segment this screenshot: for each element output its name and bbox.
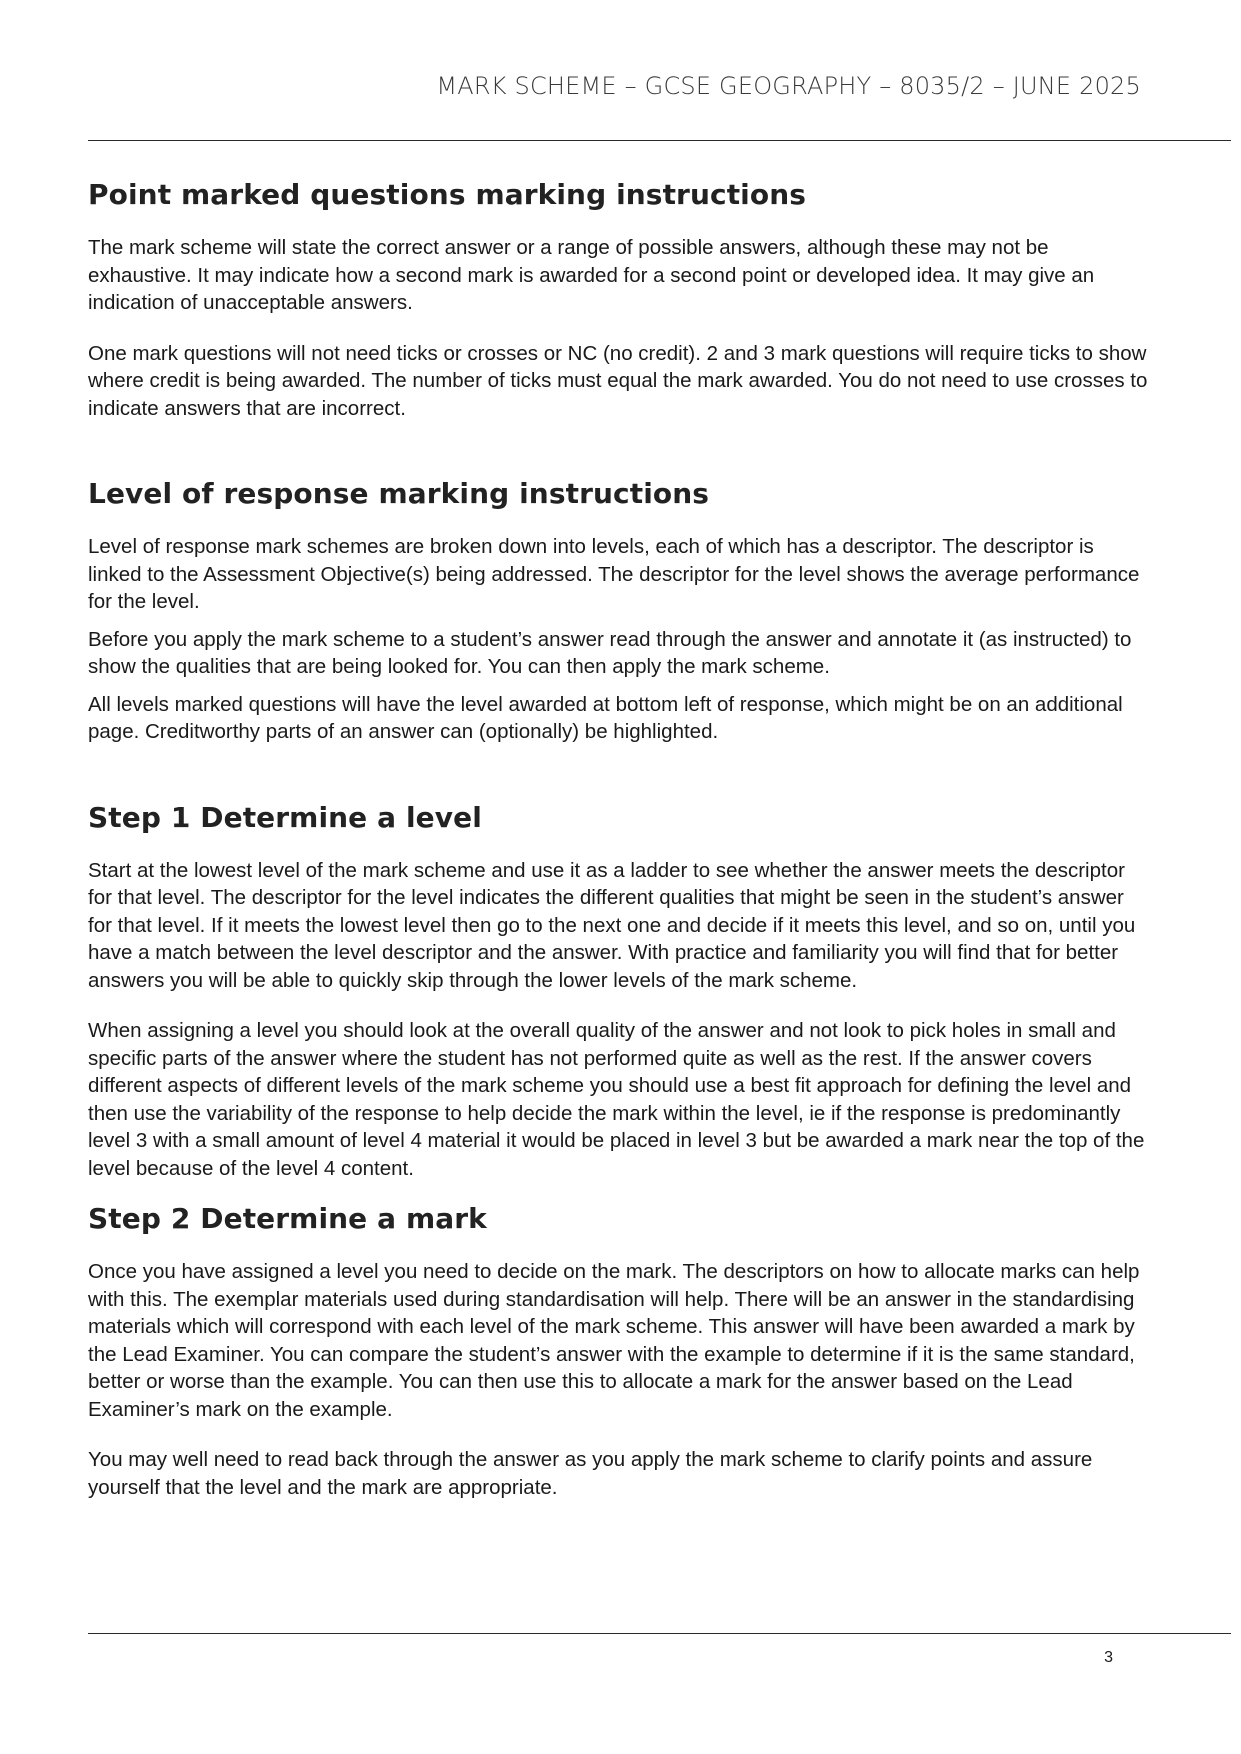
section-heading: Point marked questions marking instructions <box>88 178 807 211</box>
running-header: MARK SCHEME – GCSE GEOGRAPHY – 8035/2 – JUNE 2025 <box>436 72 1141 100</box>
paragraph: Before you apply the mark scheme to a student’s answer read through the answer and annotate it (as instructed) to show the qualities that are being looked for. You can then apply the mark scheme. <box>88 627 1132 678</box>
section-step-2 <box>88 1202 1148 1501</box>
header-divider <box>88 140 1231 141</box>
page-content <box>88 178 1148 1501</box>
footer-divider <box>88 1633 1231 1634</box>
page-number: 3 <box>1104 1649 1113 1666</box>
section-heading: Level of response marking instructions <box>88 477 710 510</box>
paragraph: Once you have assigned a level you need to decide on the mark. The descriptors on how to allocate marks can help with this. The exemplar materials used during standardisation will help. There will be an answer in the standardising materials which will correspond with each level of the mark scheme. This answer will have been awarded a mark by the Lead Examiner. You can compare the student’s answer with the example to determine if it is the same standard, better or worse than the example. You can then use this to allocate a mark for the answer based on the Lead Examiner’s mark on the example. <box>88 1260 1140 1421</box>
paragraph: The mark scheme will state the correct answer or a range of possible answers, although these may not be exhaustive. It may indicate how a second mark is awarded for a second point or developed idea. It may give an indication of unacceptable answers. <box>88 236 1095 314</box>
paragraph: You may well need to read back through the answer as you apply the mark scheme to clarify points and assure yourself that the level and the mark are appropriate. <box>88 1448 1093 1499</box>
section-level-of-response <box>88 477 1148 746</box>
section-point-marked <box>88 178 1148 422</box>
paragraph: When assigning a level you should look at the overall quality of the answer and not look to pick holes in small and specific parts of the answer where the student has not performed quite as well as the rest. If the answer covers different aspects of different levels of the mark scheme you should use a best fit approach for defining the level and then use the variability of the response to help decide the mark within the level, ie if the response is predominantly level 3 with a small amount of level 4 material it would be placed in level 3 but be awarded a mark near the top of the level because of the level 4 content. <box>88 1019 1145 1180</box>
paragraph: All levels marked questions will have the level awarded at bottom left of response, which might be on an additional page. Creditworthy parts of an answer can (optionally) be highlighted. <box>88 692 1123 743</box>
paragraph: Level of response mark schemes are broken down into levels, each of which has a descriptor. The descriptor is linked to the Assessment Objective(s) being addressed. The descriptor for the level shows the average performance for the level. <box>88 535 1140 613</box>
paragraph: Start at the lowest level of the mark scheme and use it as a ladder to see whether the answer meets the descriptor for that level. The descriptor for the level indicates the different qualities that might be seen in the student’s answer for that level. If it meets the lowest level then go to the next one and decide if it meets this level, and so on, until you have a match between the level descriptor and the answer. With practice and familiarity you will find that for better answers you will be able to quickly skip through the lower levels of the mark scheme. <box>88 858 1136 992</box>
section-step-1 <box>88 801 1148 1183</box>
section-heading: Step 1 Determine a level <box>88 800 482 834</box>
section-heading: Step 2 Determine a mark <box>88 1202 487 1235</box>
paragraph: One mark questions will not need ticks or crosses or NC (no credit). 2 and 3 mark questions will require ticks to show where credit is being awarded. The number of ticks must equal the mark awarded. You do not need to use crosses to indicate answers that are incorrect. <box>88 341 1148 420</box>
